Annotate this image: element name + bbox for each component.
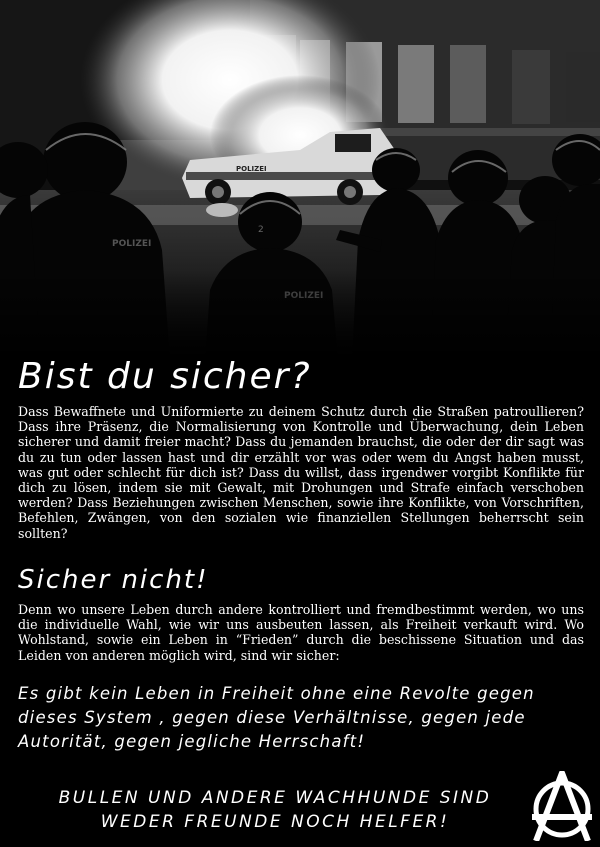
footer-line-1: BULLEN UND ANDERE WACHHUNDE SIND: [58, 788, 492, 808]
headline-sicher-nicht: Sicher nicht!: [18, 565, 209, 595]
footer-line-2: WEDER FREUNDE NOCH HELFER!: [100, 812, 450, 832]
circle-a-anarchy-icon: [530, 771, 594, 845]
header-photo: [0, 0, 600, 360]
paragraph-answer: Denn wo unsere Leben durch andere kontrolliert und fremdbestimmt werden, wo uns die individuelle Wahl, wie wir uns ausbeuten lassen, als Freiheit verkauft wird. Wo Wohlstand, sowie ein Leben in “Frieden” durch die beschissene Situation und das Leiden von anderen möglich wird, sind wir sicher:: [18, 602, 584, 663]
slogan-revolte: Es gibt kein Leben in Freiheit ohne eine Revolte gegen dieses System , gegen diese Verhältnisse, gegen jede Autorität, gegen jegliche Herrschaft!: [18, 684, 535, 751]
paragraph-questions: Dass Bewaffnete und Uniformierte zu deinem Schutz durch die Straßen patroullieren? Dass ihre Präsenz, die Normalisierung von Kontrolle und Überwachung, dein Leben sicherer und damit freier macht? Dass du jemanden brauchst, die oder der dir sagt was du zu tun oder lassen hast und dir erzählt vor was oder wem du Angst haben musst, was gut oder schlecht für dich ist? Dass du willst, dass irgendwer vorgibt Konflikte für dich zu lösen, indem sie mit Gewalt, mit Drohungen und Strafe einfach verschoben werden? Dass Beziehungen zwischen Menschen, sowie ihre Konflikte, von Vorschriften, Befehlen, Zwängen, von den sozialen wie finanziellen Stellungen beherrscht sein sollten?: [18, 404, 584, 541]
headline-bist-du-sicher: Bist du sicher?: [18, 356, 312, 397]
footer-slogan: [40, 786, 510, 834]
